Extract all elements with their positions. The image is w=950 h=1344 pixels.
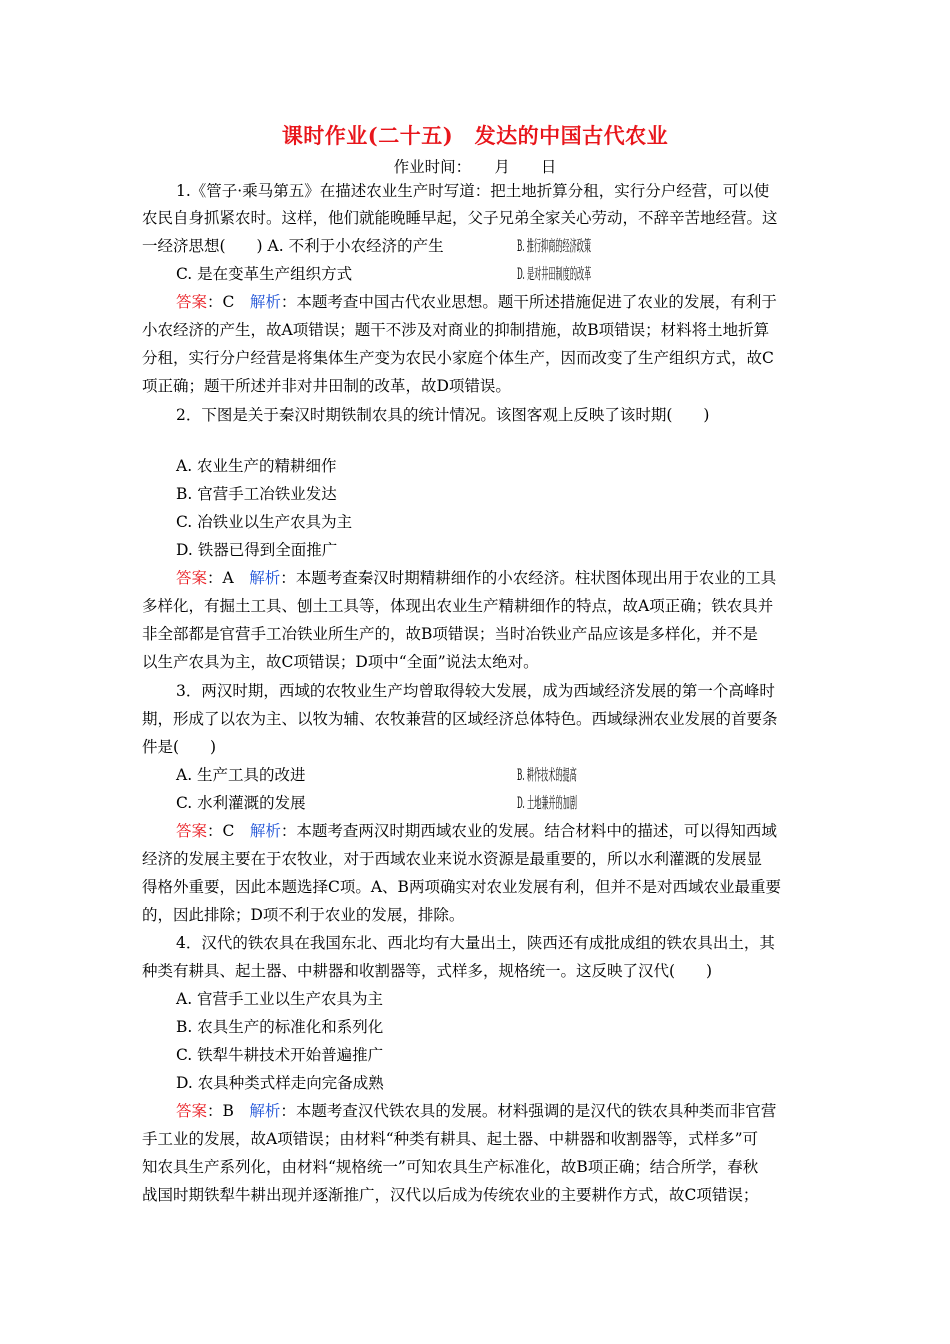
q1-option-b: B. 推行抑商的经济政策 — [517, 237, 592, 255]
q4-stem-line-2: 种类有耕具、起土器、中耕器和收割器等，式样多，规格统一。这反映了汉代( ) — [142, 962, 713, 980]
q2-option-c: C. 冶铁业以生产农具为主 — [176, 513, 353, 531]
q3-option-d: D. 土地兼并的加剧 — [517, 794, 577, 812]
analysis-text: ：本题考查中国古代农业思想。题干所述措施促进了农业的发展，有利于 — [280, 293, 777, 311]
answer-label: 答案 — [176, 569, 208, 587]
q3-stem-line-1: 3．两汉时期，西域的农牧业生产均曾取得较大发展，成为西域经济发展的第一个高峰时 — [176, 682, 775, 700]
q3-option-a: A. 生产工具的改进 — [176, 766, 306, 784]
analysis-label: 解析 — [249, 822, 281, 840]
q2-option-a: A. 农业生产的精耕细作 — [176, 457, 337, 475]
q1-stem-line-3: 一经济思想( ) A. 不利于小农经济的产生 — [142, 237, 444, 255]
answer-label: 答案 — [176, 293, 208, 311]
answer-label: 答案 — [176, 1102, 208, 1120]
q2-option-d: D. 铁器已得到全面推广 — [176, 541, 338, 559]
q1-option-c: C. 是在变革生产组织方式 — [176, 265, 353, 283]
homework-date-line: 作业时间： 月 日 — [393, 158, 557, 176]
q3-stem-line-3: 件是( ) — [142, 738, 217, 756]
q3-stem-line-2: 期，形成了以农为主、以牧为辅、农牧兼营的区域经济总体特色。西域绿洲农业发展的首要条 — [142, 710, 778, 728]
q1-analysis-line-2: 小农经济的产生，故A项错误；题干不涉及对商业的抑制措施，故B项错误；材料将土地折算 — [142, 321, 770, 339]
q2-answer-line — [176, 567, 808, 589]
q1-stem-line-2: 农民自身抓紧农时。这样，他们就能晚睡早起，父子兄弟全家关心劳动，不辞辛苦地经营。这 — [142, 209, 778, 227]
q3-analysis-line-2: 经济的发展主要在于农牧业，对于西域农业来说水资源是最重要的，所以水利灌溉的发展显 — [142, 850, 763, 868]
q2-stem: 2．下图是关于秦汉时期铁制农具的统计情况。该图客观上反映了该时期( ) — [176, 406, 710, 424]
q4-option-b: B. 农具生产的标准化和系列化 — [176, 1018, 384, 1036]
q1-stem-line-1: 1.《管子·乘马第五》在描述农业生产时写道：把土地折算分租，实行分户经营，可以使 — [176, 182, 770, 200]
answer-value: ：A — [207, 569, 250, 587]
q4-analysis-line-2: 手工业的发展，故A项错误；由材料“种类有耕具、起土器、中耕器和收割器等，式样多”可 — [142, 1130, 759, 1148]
q1-analysis-line-3: 分租，实行分户经营是将集体生产变为农民小家庭个体生产，因而改变了生产组织方式，故C — [142, 349, 774, 367]
analysis-text: ：本题考查两汉时期西域农业的发展。结合材料中的描述，可以得知西域 — [280, 822, 777, 840]
page-title: 课时作业(二十五) 发达的中国古代农业 — [281, 123, 669, 148]
q2-analysis-line-3: 非全部都是官营手工冶铁业所生产的，故B项错误；当时冶铁业产品应该是多样化，并不是 — [142, 625, 758, 643]
analysis-label: 解析 — [249, 293, 281, 311]
q3-option-c: C. 水利灌溉的发展 — [176, 794, 306, 812]
q4-analysis-line-3: 知农具生产系列化，由材料“规格统一”可知农具生产标准化，故B项正确；结合所学，春秋 — [142, 1158, 759, 1176]
q3-option-b: B. 耕作技术的提高 — [517, 766, 577, 784]
q1-analysis-line-4: 项正确；题干所述并非对井田制的改革，故D项错误。 — [142, 377, 511, 395]
q3-analysis-line-4: 的，因此排除；D项不利于农业的发展，排除。 — [142, 906, 465, 924]
analysis-label: 解析 — [249, 569, 281, 587]
q4-answer-line — [176, 1100, 808, 1122]
q1-option-d: D. 是对井田制度的改革 — [517, 265, 592, 283]
q4-option-c: C. 铁犁牛耕技术开始普遍推广 — [176, 1046, 384, 1064]
q3-analysis-line-3: 得格外重要，因此本题选择C项。A、B两项确实对农业发展有利，但并不是对西域农业最重要 — [142, 878, 781, 896]
answer-value: ：C — [207, 822, 250, 840]
q2-analysis-line-4: 以生产农具为主，故C项错误；D项中“全面”说法太绝对。 — [142, 653, 539, 671]
q2-analysis-line-2: 多样化，有掘土工具、刨土工具等，体现出农业生产精耕细作的特点，故A项正确；铁农具并 — [142, 597, 774, 615]
q4-analysis-line-4: 战国时期铁犁牛耕出现并逐渐推广，汉代以后成为传统农业的主要耕作方式，故C项错误； — [142, 1186, 759, 1204]
q4-stem-line-1: 4．汉代的铁农具在我国东北、西北均有大量出土，陕西还有成批成组的铁农具出土，其 — [176, 934, 775, 952]
answer-value: ：B — [207, 1102, 250, 1120]
q2-option-b: B. 官营手工冶铁业发达 — [176, 485, 337, 503]
q4-option-d: D. 农具种类式样走向完备成熟 — [176, 1074, 384, 1092]
analysis-text: ：本题考查汉代铁农具的发展。材料强调的是汉代的铁农具种类而非官营 — [280, 1102, 777, 1120]
analysis-text: ：本题考查秦汉时期精耕细作的小农经济。柱状图体现出用于农业的工具 — [280, 569, 777, 587]
q4-option-a: A. 官营手工业以生产农具为主 — [176, 990, 384, 1008]
answer-value: ：C — [207, 293, 250, 311]
answer-label: 答案 — [176, 822, 208, 840]
q3-answer-line — [176, 820, 808, 842]
q1-answer-line — [176, 291, 808, 313]
analysis-label: 解析 — [249, 1102, 281, 1120]
